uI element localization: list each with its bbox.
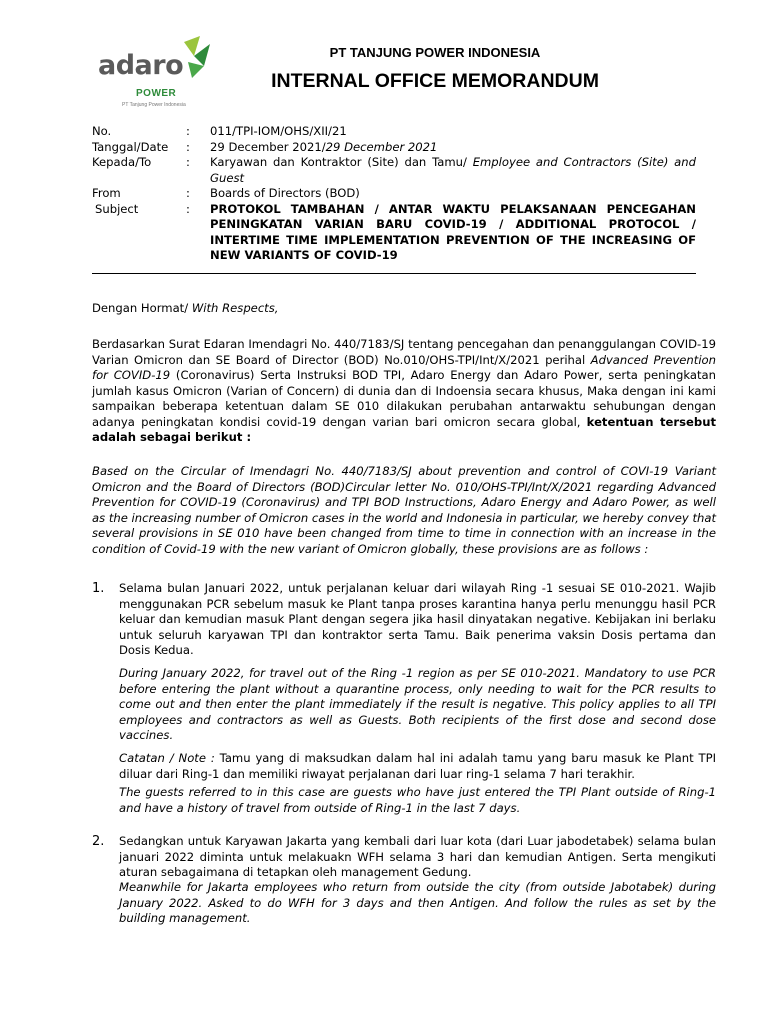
item-2-id: Sedangkan untuk Karyawan Jakarta yang kembali dari luar kota (dari Luar jabodetabek) selama bulan januari 2022 diminta untuk melakuakn WFH selama 3 hari dan kemudian Antigen. Serta mengikuti aturan sebagaimana di tetapkan oleh management Gedung. bbox=[119, 834, 716, 879]
meta-label-to: Kepada/To bbox=[92, 155, 152, 169]
item-1-note-en: The guests referred to in this case are guests who have just entered the TPI Plant outside of Ring-1 and have a history of travel from outside of Ring-1 in the last 7 days. bbox=[119, 785, 716, 815]
logo-tagline: PT Tanjung Power Indonesia bbox=[122, 102, 186, 108]
list-item-number: 1. bbox=[92, 581, 105, 596]
meta-row-from bbox=[92, 186, 696, 202]
date-id: 29 December 2021/ bbox=[210, 139, 326, 154]
intro-id-bold: ketentuan tersebut adalah sebagai berikut : bbox=[92, 414, 716, 444]
intro-id-part2: (Coronavirus) Serta Instruksi BOD TPI, Adaro Energy dan Adaro Power, serta peningkatan jumlah kasus Omicron (Varian of Concern) di dunia dan di Indoensia secara khusus, Maka dengan ini kami sampaikan beberapa ketentuan dalam SE 010 dilakukan perubahan antarwaktu sehubungan dengan adanya peningkatan kondisi covid-19 dengan varian bari omicron secara global, bbox=[92, 368, 716, 429]
intro-paragraph-en: Based on the Circular of Imendagri No. 440/7183/SJ about prevention and control of COVI-19 Variant Omicron and the Board of Directors (BOD)Circular letter No. 010/OHS-TPI/Int/X/2021 regarding Advanced Prevention for COVID-19 (Coronavirus) and TPI BOD Instructions, Adaro Energy and Adaro Power, as well as the increasing number of Omicron cases in the world and Indonesia in particular, we hereby convey that several provisions in SE 010 have been changed from time to time in connection with an increase in the condition of Covid-19 with the new variant of Omicron globally, these provisions are as follows : bbox=[92, 464, 716, 556]
document-title: INTERNAL OFFICE MEMORANDUM bbox=[271, 70, 599, 92]
intro-paragraph-id bbox=[92, 337, 716, 446]
company-logo bbox=[98, 36, 218, 106]
meta-value-number: 011/TPI-IOM/OHS/XII/21 bbox=[210, 124, 347, 138]
logo-power-text: POWER bbox=[136, 88, 177, 99]
list-item-number: 2. bbox=[92, 834, 105, 849]
date-en: 29 December 2021 bbox=[325, 139, 438, 154]
meta-value-from: Boards of Directors (BOD) bbox=[210, 186, 360, 200]
meta-colon: : bbox=[186, 201, 190, 216]
note-label: Catatan / Note : bbox=[119, 751, 220, 765]
meta-row-subject bbox=[92, 202, 696, 264]
meta-label-number: No. bbox=[92, 124, 112, 138]
header-divider bbox=[92, 273, 696, 274]
to-id: Karyawan dan Kontraktor (Site) dan Tamu/ bbox=[210, 155, 473, 169]
company-name: PT TANJUNG POWER INDONESIA bbox=[329, 45, 541, 60]
item-1-note bbox=[119, 751, 716, 782]
item-1-id: Selama bulan Januari 2022, untuk perjalanan keluar dari wilayah Ring -1 sesuai SE 010-2021. Wajib menggunakan PCR sebelum masuk ke Plant tanpa proses karantina hanya perlu menunggu hasil PCR keluar dan kemudian masuk Plant dengan segera jika hasil dinyatakan negative. Kebijakan ini berlaku untuk seluruh karyawan TPI dan kontraktor serta Tamu. Baik penerima vaksin Dosis pertama dan Dosis Kedua. bbox=[119, 581, 716, 657]
greeting bbox=[92, 301, 716, 317]
meta-colon: : bbox=[186, 186, 190, 200]
to-en: Employee and Contractors (Site) and Guest bbox=[210, 155, 696, 185]
logo-emblem-icon bbox=[180, 36, 214, 80]
meta-label-date: Tanggal/Date bbox=[92, 139, 169, 154]
meta-label-subject: Subject bbox=[95, 201, 139, 216]
logo-wordmark: adaro bbox=[98, 50, 184, 81]
meta-colon: : bbox=[186, 124, 190, 138]
greeting-en: With Respects, bbox=[191, 301, 279, 315]
meta-label-from: From bbox=[92, 186, 121, 200]
intro-id-italic: Advanced Prevention for COVID-19 bbox=[92, 352, 716, 382]
item-1-en: During January 2022, for travel out of the Ring -1 region as per SE 010-2021. Mandatory to use PCR before entering the plant without a quarantine process, only needing to wait for the PCR results to come out and then enter the plant immediately if the result is negative. This policy applies to all TPI employees and contractors as well as Guests. Both recipients of the first dose and second dose vaccines. bbox=[119, 666, 716, 742]
item-2-en: Meanwhile for Jakarta employees who return from outside the city (from outside Jabotabek) during January 2022. Asked to do WFH for 3 days and then Antigen. And follow the rules as set by the building management. bbox=[119, 880, 716, 925]
meta-colon: : bbox=[186, 155, 190, 169]
meta-row-number bbox=[92, 124, 696, 140]
meta-row-date bbox=[92, 140, 696, 156]
note-id: Tamu yang di maksudkan dalam hal ini adalah tamu yang baru masuk ke Plant TPI diluar dari Ring-1 dan memiliki riwayat perjalanan dari luar ring-1 selama 7 hari terakhir. bbox=[119, 751, 716, 781]
meta-value-to bbox=[210, 155, 696, 186]
memo-header-table bbox=[92, 124, 696, 264]
meta-value-date bbox=[210, 140, 696, 156]
meta-colon: : bbox=[186, 139, 190, 154]
intro-id-part1: Berdasarkan Surat Edaran Imendagri No. 440/7183/SJ tentang pencegahan dan penanggulangan COVID-19 Varian Omicron dan SE Board of Director (BOD) No.010/OHS-TPI/Int/X/2021 perihal bbox=[92, 337, 716, 367]
meta-value-subject: PROTOKOL TAMBAHAN / ANTAR WAKTU PELAKSANAAN PENCEGAHAN PENINGKATAN VARIAN BARU COVID-19 / ADDITIONAL PROTOCOL / INTERTIME TIME IMPLEMENTATION PREVENTION OF THE INCREASING OF NEW VARIANTS OF COVID-19 bbox=[210, 201, 696, 262]
greeting-id: Dengan Hormat/ bbox=[92, 301, 192, 315]
meta-row-to bbox=[92, 155, 696, 186]
